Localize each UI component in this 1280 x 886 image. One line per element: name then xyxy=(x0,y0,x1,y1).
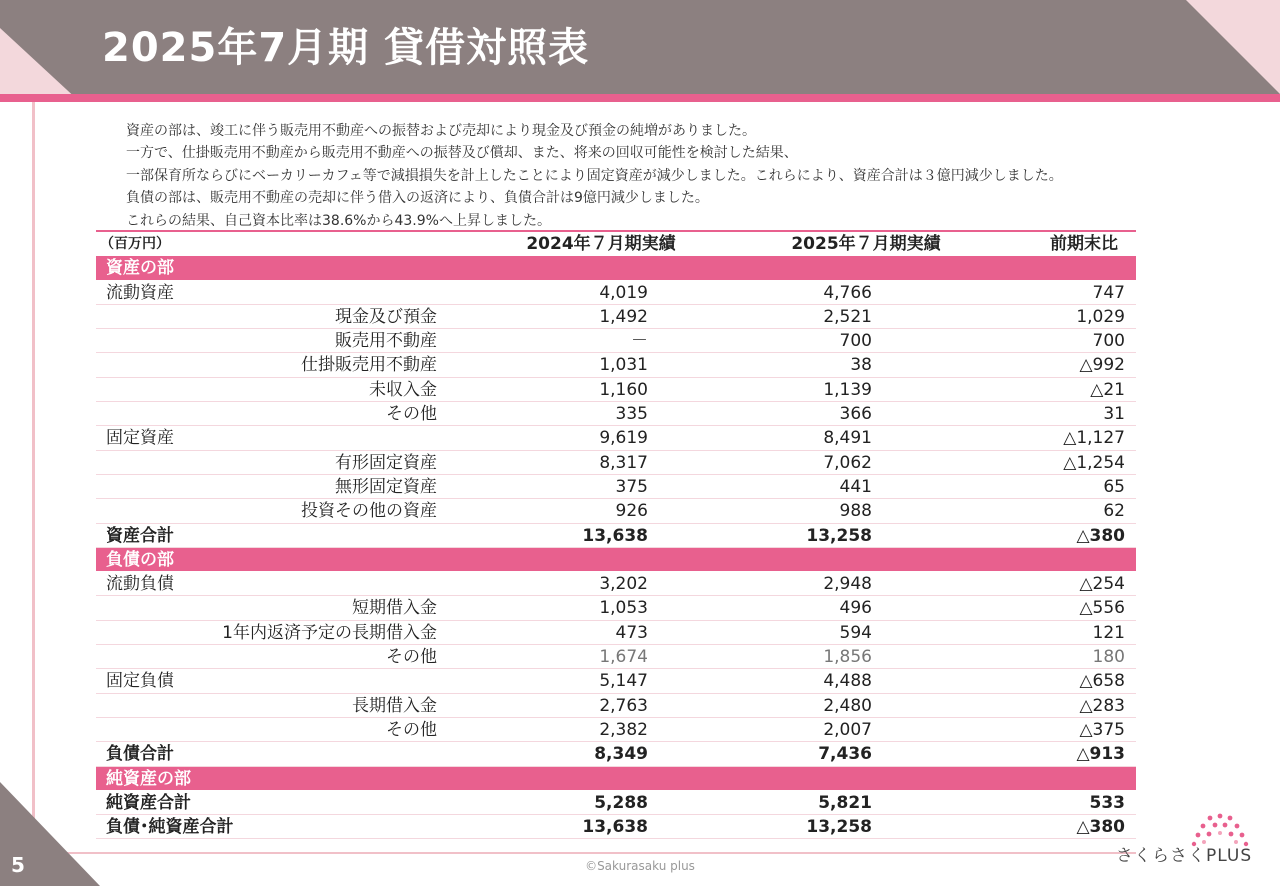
value-2025: 38 xyxy=(850,355,872,376)
value-2024: 5,147 xyxy=(599,671,648,692)
row-sublabel: その他 xyxy=(386,404,437,425)
value-2024: 8,317 xyxy=(599,452,648,473)
value-2024: 1,031 xyxy=(599,355,648,376)
value-2024: 473 xyxy=(615,622,648,643)
row-label: 固定負債 xyxy=(106,671,174,692)
value-2024: 9,619 xyxy=(599,428,648,449)
value-diff: 747 xyxy=(1092,282,1125,303)
value-diff: △658 xyxy=(1079,671,1125,692)
value-diff: △992 xyxy=(1079,355,1125,376)
value-2024: 13,638 xyxy=(582,525,648,546)
intro-line: 資産の部は、竣工に伴う販売用不動産への振替および売却により現金及び預金の純増がありました。 xyxy=(126,123,756,139)
value-diff: 65 xyxy=(1103,476,1125,497)
value-2025: 2,480 xyxy=(823,695,872,716)
value-diff: 62 xyxy=(1103,501,1125,522)
table-row xyxy=(96,426,1136,450)
value-2024: 1,674 xyxy=(599,647,648,668)
table-row xyxy=(96,378,1136,402)
value-diff: △283 xyxy=(1079,695,1125,716)
table-row xyxy=(96,329,1136,353)
table-body xyxy=(96,256,1136,839)
value-diff: △556 xyxy=(1079,598,1125,619)
row-sublabel: 未収入金 xyxy=(369,379,437,400)
section-label: 資産の部 xyxy=(106,258,174,279)
column-header-diff: 前期末比 xyxy=(1050,234,1118,254)
value-2025: 1,139 xyxy=(823,379,872,400)
value-diff: △375 xyxy=(1079,719,1125,740)
value-diff: 31 xyxy=(1103,404,1125,425)
table-row xyxy=(96,305,1136,329)
value-diff: △254 xyxy=(1079,574,1125,595)
table-row xyxy=(96,353,1136,377)
table-row xyxy=(96,645,1136,669)
intro-line: 一部保育所ならびにベーカリーカフェ等で減損損失を計上したことにより固定資産が減少しました。これらにより、資産合計は３億円減少しました。 xyxy=(126,167,1063,184)
table-row xyxy=(96,451,1136,475)
value-2025: 13,258 xyxy=(806,817,872,838)
table-row xyxy=(96,572,1136,596)
unit-label: （百万円） xyxy=(100,236,170,252)
table-row xyxy=(96,281,1136,305)
value-2025: 7,436 xyxy=(818,744,872,765)
value-diff: △380 xyxy=(1076,525,1125,546)
left-rule xyxy=(32,102,35,854)
copyright: ©Sakurasaku plus xyxy=(585,859,695,873)
value-diff: △1,127 xyxy=(1063,428,1125,449)
value-diff: 121 xyxy=(1092,622,1125,643)
row-sublabel: 1年内返済予定の長期借入金 xyxy=(222,622,437,643)
table-header-row xyxy=(96,232,1136,256)
page-number: 5 xyxy=(11,853,25,877)
table-row xyxy=(96,669,1136,693)
value-diff: 180 xyxy=(1092,647,1125,668)
table-row xyxy=(96,791,1136,815)
row-sublabel: 無形固定資産 xyxy=(335,476,437,497)
table-row xyxy=(96,402,1136,426)
row-sublabel: その他 xyxy=(386,719,437,740)
value-2024: 5,288 xyxy=(594,792,648,813)
value-2025: 13,258 xyxy=(806,525,872,546)
intro-line: 一方で、仕掛販売用不動産から販売用不動産への振替及び償却、また、将来の回収可能性を検討した結果、 xyxy=(126,145,798,162)
value-2025: 5,821 xyxy=(818,792,872,813)
table-row xyxy=(96,718,1136,742)
value-2025: 594 xyxy=(839,622,872,643)
row-sublabel: 仕掛販売用不動産 xyxy=(301,355,437,376)
row-sublabel: 短期借入金 xyxy=(352,598,437,619)
section-header-row xyxy=(96,767,1136,791)
table-row xyxy=(96,694,1136,718)
intro-text xyxy=(126,120,1136,232)
section-label: 負債の部 xyxy=(106,549,174,570)
value-2025: 8,491 xyxy=(823,428,872,449)
value-diff: △21 xyxy=(1090,379,1125,400)
value-2025: 1,856 xyxy=(823,647,872,668)
row-label: 固定資産 xyxy=(106,428,174,449)
logo-text: さくらさくPLUS xyxy=(1116,846,1253,866)
table-row xyxy=(96,742,1136,766)
section-label: 純資産の部 xyxy=(106,768,191,789)
value-diff: △913 xyxy=(1076,744,1125,765)
value-2025: 441 xyxy=(839,476,872,497)
intro-line: 負債の部は、販売用不動産の売却に伴う借入の返済により、負債合計は9億円減少しました。 xyxy=(126,190,709,207)
value-2025: 2,948 xyxy=(823,574,872,595)
value-2024: 926 xyxy=(615,501,648,522)
value-2024: 375 xyxy=(615,476,648,497)
value-2024: 1,492 xyxy=(599,306,648,327)
intro-line: これらの結果、自己資本比率は38.6%から43.9%へ上昇しました。 xyxy=(126,212,551,229)
value-2025: 7,062 xyxy=(823,452,872,473)
value-2024: 3,202 xyxy=(599,574,648,595)
value-2024: 4,019 xyxy=(599,282,648,303)
value-2024: 1,160 xyxy=(599,379,648,400)
value-2024: 2,763 xyxy=(599,695,648,716)
value-2025: 700 xyxy=(839,331,872,352)
row-sublabel: 現金及び預金 xyxy=(335,306,437,327)
value-2025: 4,766 xyxy=(823,282,872,303)
table-row xyxy=(96,475,1136,499)
row-label: 負債合計 xyxy=(106,744,174,765)
row-label: 資産合計 xyxy=(106,525,174,546)
row-label: 負債･純資産合計 xyxy=(106,817,234,838)
value-2025: 2,521 xyxy=(823,306,872,327)
value-2025: 4,488 xyxy=(823,671,872,692)
table-row xyxy=(96,524,1136,548)
row-sublabel: 投資その他の資産 xyxy=(301,501,437,522)
value-2024: 8,349 xyxy=(594,744,648,765)
value-2025: 2,007 xyxy=(823,719,872,740)
value-2024: 1,053 xyxy=(599,598,648,619)
table-row xyxy=(96,596,1136,620)
bottom-rule xyxy=(0,852,1136,854)
value-diff: △1,254 xyxy=(1063,452,1125,473)
row-label: 流動負債 xyxy=(106,574,174,595)
value-2024: 335 xyxy=(615,404,648,425)
balance-sheet-table xyxy=(96,232,1136,839)
value-2024: － xyxy=(631,331,648,352)
table-row xyxy=(96,499,1136,523)
value-diff: 1,029 xyxy=(1076,306,1125,327)
value-2024: 13,638 xyxy=(582,817,648,838)
row-sublabel: 長期借入金 xyxy=(352,695,437,716)
section-header-row xyxy=(96,256,1136,280)
value-2025: 988 xyxy=(839,501,872,522)
value-2025: 366 xyxy=(839,404,872,425)
row-sublabel: その他 xyxy=(386,647,437,668)
row-label: 流動資産 xyxy=(106,282,174,303)
column-header-2024: 2024年７月期実績 xyxy=(526,234,676,254)
row-sublabel: 販売用不動産 xyxy=(335,331,437,352)
row-sublabel: 有形固定資産 xyxy=(335,452,437,473)
row-label: 純資産合計 xyxy=(106,792,191,813)
page-title: 2025年7月期 貸借対照表 xyxy=(102,25,590,71)
value-diff: 700 xyxy=(1092,331,1125,352)
value-diff: 533 xyxy=(1089,792,1125,813)
table-row xyxy=(96,815,1136,839)
column-header-2025: 2025年７月期実績 xyxy=(791,234,941,254)
section-header-row xyxy=(96,548,1136,572)
value-diff: △380 xyxy=(1076,817,1125,838)
value-2025: 496 xyxy=(839,598,872,619)
value-2024: 2,382 xyxy=(599,719,648,740)
table-row xyxy=(96,621,1136,645)
